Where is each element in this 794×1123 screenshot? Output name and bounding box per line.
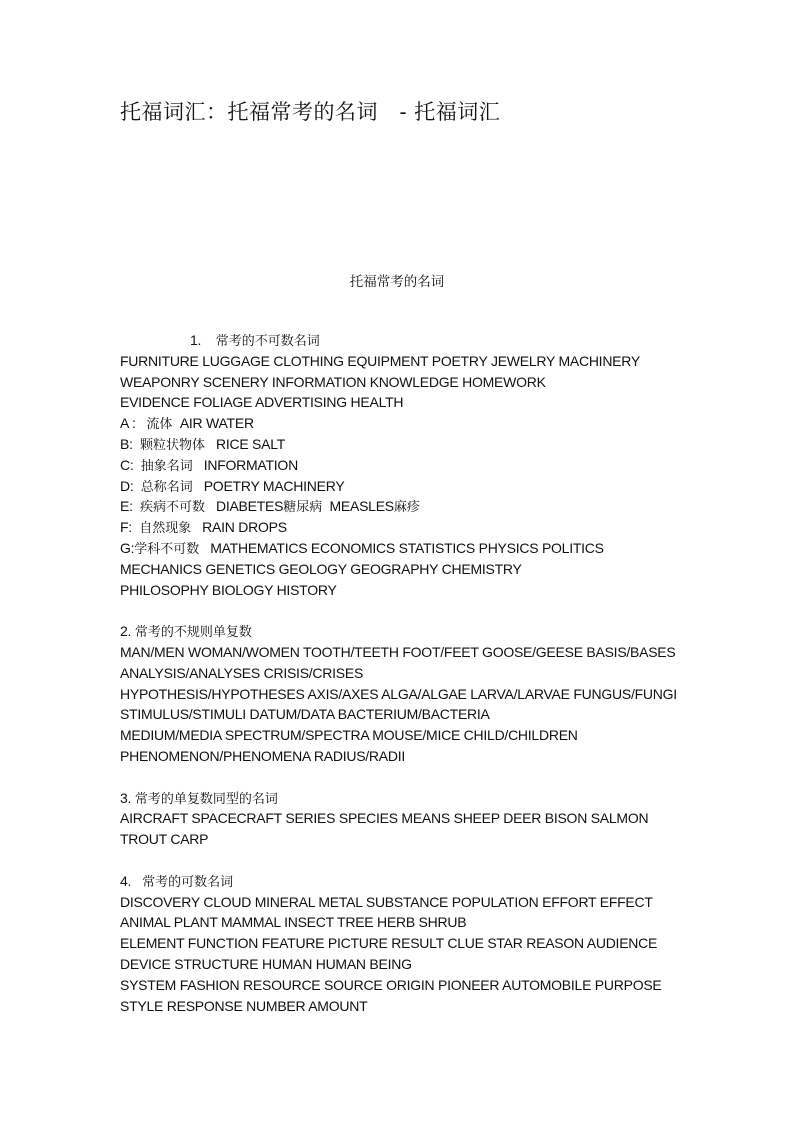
category-line-f xyxy=(120,517,760,538)
category-line-c xyxy=(120,455,760,476)
category-line-g xyxy=(120,538,760,559)
category-line-d xyxy=(120,476,760,497)
spacer xyxy=(120,850,760,871)
section-number: 4. xyxy=(120,872,132,889)
section-1-heading xyxy=(120,330,760,351)
document-body xyxy=(120,330,760,1016)
category-desc: 学科不可数 xyxy=(134,541,200,557)
category-words: MEASLES xyxy=(329,498,394,515)
word-line: MEDIUM/MEDIA SPECTRUM/SPECTRA MOUSE/MICE CHILD/CHILDREN xyxy=(120,727,578,744)
document-title: 托福词汇：托福常考的名词 - 托福词汇 xyxy=(120,100,501,124)
category-words: AIR WATER xyxy=(179,415,254,432)
category-desc: 流体 xyxy=(146,417,173,433)
category-desc: 颗粒状物体 xyxy=(140,437,206,453)
word-line: DISCOVERY CLOUD MINERAL METAL SUBSTANCE POPULATION EFFORT EFFECT xyxy=(120,893,653,910)
section-number: 3. xyxy=(120,789,132,806)
section-2-heading xyxy=(120,621,760,642)
section-4-heading xyxy=(120,871,760,892)
spacer xyxy=(120,600,760,621)
word-line: MAN/MEN WOMAN/WOMEN TOOTH/TEETH FOOT/FEET GOOSE/GEESE BASIS/BASES xyxy=(120,643,676,660)
word-line: TROUT CARP xyxy=(120,831,209,848)
category-words: MATHEMATICS ECONOMICS STATISTICS PHYSICS POLITICS xyxy=(210,539,604,556)
category-note: 麻疹 xyxy=(393,500,420,516)
section-number: 1. xyxy=(190,332,202,348)
word-line: SYSTEM FASHION RESOURCE SOURCE ORIGIN PIONEER AUTOMOBILE PURPOSE xyxy=(120,976,662,993)
section-number: 2. xyxy=(120,623,132,640)
word-line: PHENOMENON/PHENOMENA RADIUS/RADII xyxy=(120,747,406,764)
category-line-a xyxy=(120,413,760,434)
word-line: MECHANICS GENETICS GEOLOGY GEOGRAPHY CHEMISTRY xyxy=(120,560,522,577)
word-line: DEVICE STRUCTURE HUMAN HUMAN BEING xyxy=(120,955,412,972)
word-line: PHILOSOPHY BIOLOGY HISTORY xyxy=(120,581,337,598)
word-line: STYLE RESPONSE NUMBER AMOUNT xyxy=(120,997,368,1014)
section-title: 常考的不可数名词 xyxy=(215,334,320,349)
category-desc: 疾病不可数 xyxy=(140,500,206,516)
category-desc: 自然现象 xyxy=(139,521,192,537)
section-title: 常考的可数名词 xyxy=(142,874,234,890)
category-line-e xyxy=(120,496,760,517)
word-line: EVIDENCE FOLIAGE ADVERTISING HEALTH xyxy=(120,394,404,411)
category-words: INFORMATION xyxy=(203,456,298,473)
category-label: D: xyxy=(120,477,134,494)
word-line: WEAPONRY SCENERY INFORMATION KNOWLEDGE HOMEWORK xyxy=(120,373,546,390)
category-words: RAIN DROPS xyxy=(202,519,287,536)
category-label: C: xyxy=(120,456,134,473)
category-desc: 总称名词 xyxy=(140,479,193,495)
category-label: B: xyxy=(120,435,133,452)
category-words: RICE SALT xyxy=(215,435,286,452)
category-label: E: xyxy=(120,498,133,515)
word-line: ANALYSIS/ANALYSES CRISIS/CRISES xyxy=(120,664,364,681)
word-line: FURNITURE LUGGAGE CLOTHING EQUIPMENT POETRY JEWELRY MACHINERY xyxy=(120,352,640,369)
word-line: ELEMENT FUNCTION FEATURE PICTURE RESULT CLUE STAR REASON AUDIENCE xyxy=(120,935,658,952)
category-desc: 抽象名词 xyxy=(140,458,193,474)
section-3-heading xyxy=(120,788,760,809)
category-words: DIABETES xyxy=(215,498,284,515)
category-label: F: xyxy=(120,519,132,536)
spacer xyxy=(120,767,760,788)
category-words: POETRY MACHINERY xyxy=(203,477,345,494)
section-heading: 托福常考的名词 xyxy=(349,274,445,290)
category-label: G: xyxy=(120,539,135,556)
section-title: 常考的不规则单复数 xyxy=(134,625,252,641)
word-line: HYPOTHESIS/HYPOTHESES AXIS/AXES ALGA/ALGAE LARVA/LARVAE FUNGUS/FUNGI xyxy=(120,685,677,702)
category-label: A : xyxy=(120,415,136,432)
word-line: ANIMAL PLANT MAMMAL INSECT TREE HERB SHRUB xyxy=(120,914,467,931)
category-line-b xyxy=(120,434,760,455)
section-title: 常考的单复数同型的名词 xyxy=(134,791,278,807)
category-note: 糖尿病 xyxy=(283,500,323,516)
word-line: AIRCRAFT SPACECRAFT SERIES SPECIES MEANS SHEEP DEER BISON SALMON xyxy=(120,810,649,827)
word-line: STIMULUS/STIMULI DATUM/DATA BACTERIUM/BACTERIA xyxy=(120,706,490,723)
